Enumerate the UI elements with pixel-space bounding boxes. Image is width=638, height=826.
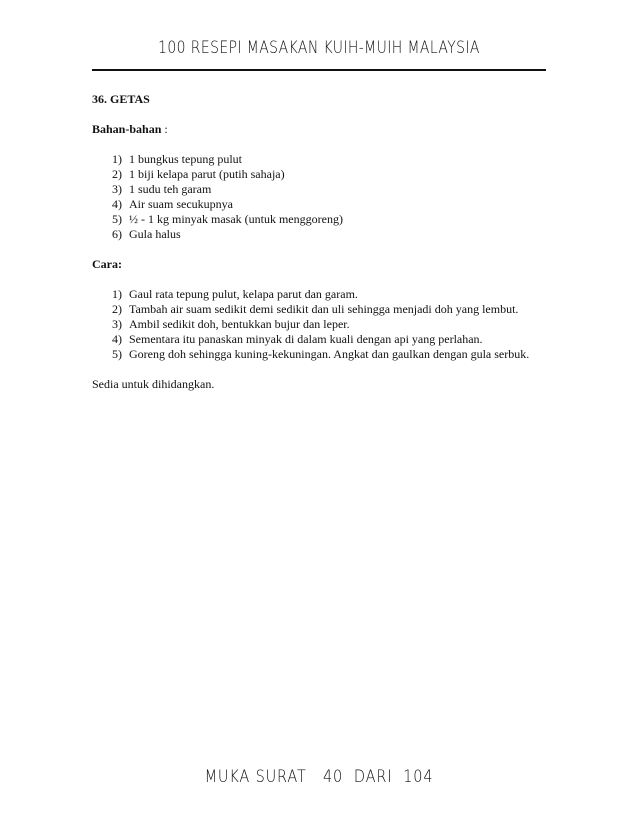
ingredient-item [92,197,552,212]
ingredient-item [92,182,552,197]
page-header-title: 100 RESEPI MASAKAN KUIH-MUIH MALAYSIA [158,38,480,58]
ingredient-item [92,212,552,227]
ingredients-heading-label: Bahan-bahan [92,122,162,136]
method-heading-label: Cara: [92,257,122,271]
ingredients-heading [92,122,552,137]
ingredient-number: 2) [112,167,122,181]
method-heading [92,257,552,272]
ingredient-number: 3) [112,182,122,196]
ingredient-number: 1) [112,152,122,166]
ingredient-number: 6) [112,227,122,241]
ingredient-text: Gula halus [129,227,181,241]
ingredients-list [92,152,552,242]
ingredients-heading-suffix: : [161,122,168,136]
ingredient-text: 1 bungkus tepung pulut [129,152,242,166]
ingredient-item [92,152,552,167]
ingredient-number: 4) [112,197,122,211]
step-text: Sementara itu panaskan minyak di dalam kuali dengan api yang perlahan. [129,332,483,346]
step-number: 2) [112,302,122,316]
step-text: Tambah air suam sedikit demi sedikit dan uli sehingga menjadi doh yang lembut. [129,302,519,316]
method-step [92,347,552,362]
recipe-content [92,92,552,392]
method-steps-list [92,287,552,362]
page-footer-number: MUKA SURAT 40 DARI 104 [204,767,434,787]
serving-note: Sedia untuk dihidangkan. [92,377,215,391]
header-divider [92,69,546,71]
ingredient-text: Air suam secukupnya [129,197,233,211]
step-text: Goreng doh sehingga kuning-kekuningan. Angkat dan gaulkan dengan gula serbuk. [129,347,530,361]
method-step [92,332,552,347]
recipe-title: 36. GETAS [92,92,150,106]
step-number: 1) [112,287,122,301]
method-step [92,317,552,332]
step-number: 4) [112,332,122,346]
ingredient-text: 1 biji kelapa parut (putih sahaja) [129,167,285,181]
ingredient-text: 1 sudu teh garam [129,182,212,196]
method-step [92,302,552,317]
ingredient-text: ½ - 1 kg minyak masak (untuk menggoreng) [129,212,343,226]
method-step [92,287,552,302]
ingredient-number: 5) [112,212,122,226]
ingredient-item [92,227,552,242]
step-text: Gaul rata tepung pulut, kelapa parut dan garam. [129,287,358,301]
step-number: 5) [112,347,122,361]
step-number: 3) [112,317,122,331]
step-text: Ambil sedikit doh, bentukkan bujur dan leper. [129,317,350,331]
ingredient-item [92,167,552,182]
